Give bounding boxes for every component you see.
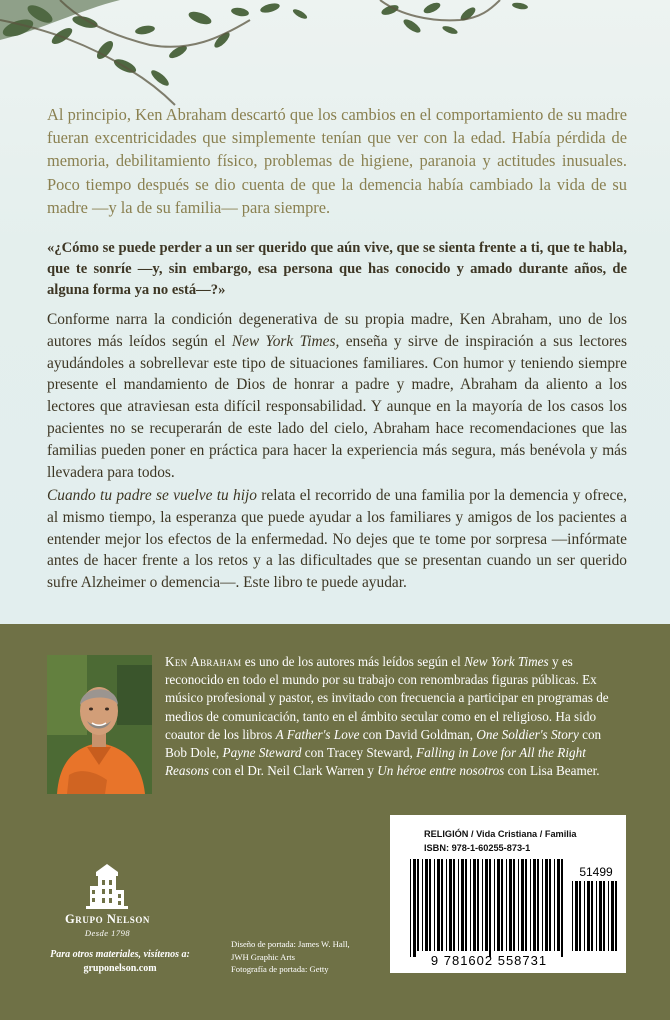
barcode-bar [587, 881, 590, 951]
barcode-bar [513, 859, 515, 951]
barcode-bar [521, 859, 524, 951]
barcode-bar [473, 859, 476, 951]
barcode-bar [477, 859, 479, 951]
barcode-bar [615, 881, 617, 951]
barcode-bar [446, 859, 447, 951]
barcode-bar [557, 859, 560, 951]
barcode-image [390, 815, 626, 973]
barcode-bar [449, 859, 452, 951]
barcode-bar [465, 859, 467, 951]
barcode-bar [422, 859, 423, 951]
barcode-bar [458, 859, 459, 951]
cover-credits: Diseño de portada: James W. Hall, JWH Graphic Arts Fotografía de portada: Getty [231, 939, 350, 975]
barcode-bar [572, 881, 573, 951]
barcode-bar [596, 881, 597, 951]
body-paragraph-1: Conforme narra la condición degenerativa de su propia madre, Ken Abraham, uno de los autores más leídos según el New York Times, enseña y sirve de inspiración a sus lectores ayudándoles a sobrellevar este tipo de situaciones familiares. Con humor y teniendo siempre presente el mandamiento de Dios de honrar a padre y madre, Abraham da aliento a los lectores que atraviesan esta difícil responsabilidad. Y aunque en la mayoría de los casos los pacientes no se recuperarán de este lado del cielo, Abraham hace recomendaciones que las familias pueden poner en práctica para hacer la experiencia más segura, más benévola y más llevadera para todos. [47, 311, 627, 481]
price-code: 51499 [579, 865, 613, 879]
publisher-website-note: Para otros materiales, visítenos a: gruponelson.com [50, 949, 190, 974]
barcode-bar [537, 859, 539, 951]
barcode-bar [518, 859, 519, 951]
ean-digits: 9 781602 558731 [430, 953, 548, 968]
barcode-bar [434, 859, 435, 951]
barcode-bar [410, 859, 411, 957]
body-paragraph-2: Cuando tu padre se vuelve tu hijo relata el recorrido de una familia por la demencia y ofrece, al mismo tiempo, la esperanza que puede ayudar a los familiares y amigos de los pacientes a entender mejor los efectos de la enfermedad. No dejes que te tome por sorpresa —infórmate antes de hacer frente a los retos y a las dificultades que se presentan cuando un ser querido sufre Alzheimer o demencia—. Este libro te puede ayudar. [47, 487, 627, 592]
barcode-bar [549, 859, 551, 951]
isbn-barcode-box [390, 815, 626, 973]
publisher-since: Desde 1798 [84, 928, 131, 938]
barcode-bar [461, 859, 464, 951]
publisher-logo-icon [60, 860, 155, 920]
barcode-bar [453, 859, 455, 951]
barcode-bar [599, 881, 602, 951]
barcode-bar [501, 859, 503, 951]
barcode-bar [530, 859, 531, 951]
barcode-bar [525, 859, 527, 951]
isbn-label: ISBN: 978-1-60255-873-1 [424, 843, 531, 853]
barcode-bar [545, 859, 548, 951]
intro-paragraph: Al principio, Ken Abraham descartó que los cambios en el comportamiento de su madre fueran excentricidades que simplemente tenían que ver con la edad. Había pérdida de memoria, debilitamiento físico, problemas de higiene, paranoia y actitudes inusuales. Poco tiempo después se dio cuenta de que la demencia había cambiado la vida de su madre —y la de su familia— para siempre. [47, 105, 627, 217]
author-bio: Ken Abraham es uno de los autores más leídos según el New York Times y es reconocido en todo el mundo por su trabajo con renombradas figuras públicas. Ex músico profesional y pastor, es invitado con frecuencia a participar en programas de medios de comunicación, tanto en el ámbito secular como en el religioso. Ha sido coautor de los libros A Father's Love con David Goldman, One Soldier's Story con Bob Dole, Payne Steward con Tracey Steward, Falling in Love for All the Right Reasons con el Dr. Neil Clark Warren y Un héroe entre nosotros con Lisa Beamer. [165, 654, 609, 779]
barcode-bar [561, 859, 563, 957]
barcode-bar [482, 859, 483, 951]
barcode-bar [429, 859, 431, 951]
barcode-bar [437, 859, 440, 951]
barcode-bar [611, 881, 614, 951]
publisher-website-link: gruponelson.com [83, 963, 157, 974]
tree-branches-image [0, 0, 670, 110]
barcode-bar [506, 859, 507, 951]
pull-quote: «¿Cómo se puede perder a un ser querido que aún vive, que se sienta frente a ti, que te habla, que te sonríe —y, sin embargo, esa persona que has conocido y amado durante años, de alguna forma ya no está—?» [47, 240, 627, 298]
barcode-bar [533, 859, 536, 951]
barcode-bar [591, 881, 593, 951]
barcode-bar [554, 859, 555, 951]
barcode-bar [417, 859, 419, 951]
barcode-bar [584, 881, 585, 951]
barcode-bar [494, 859, 495, 951]
barcode-bar [413, 859, 416, 957]
barcode-bar [542, 859, 543, 951]
barcode-bar [603, 881, 605, 951]
barcode-bar [425, 859, 428, 951]
barcode-bar [608, 881, 609, 951]
author-name: Ken Abraham [165, 654, 242, 669]
barcode-bar [575, 881, 578, 951]
author-photo [47, 655, 152, 794]
barcode-bar [509, 859, 512, 951]
barcode-bar [489, 859, 491, 957]
category-label: RELIGIÓN / Vida Cristiana / Familia [424, 829, 577, 839]
barcode-bar [470, 859, 471, 951]
barcode-bar [441, 859, 443, 951]
barcode-bar [497, 859, 500, 951]
publisher-name: Grupo Nelson [64, 912, 151, 926]
barcode-bar [485, 859, 488, 951]
barcode-bar [579, 881, 581, 951]
